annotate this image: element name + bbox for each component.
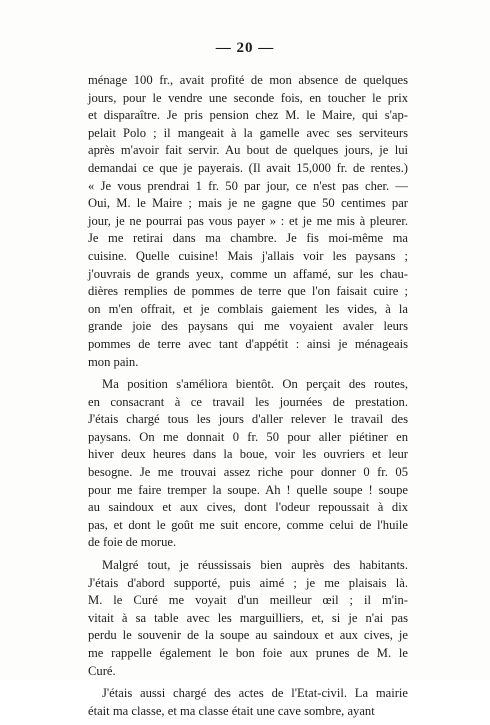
text-line: pour me faire tremper la soupe. Ah ! quelle soupe ! soupe [88,482,408,497]
text-line: J'étais d'abord supporté, puis aimé ; je me plaisais là. [88,575,408,590]
text-line: dières remplies de pommes de terre que l'on faisait cuire ; [88,284,408,299]
text-line: grande joie des paysans qui me voyaient avaler leurs [88,319,408,334]
text-line: Je me retirai dans ma chambre. Je fis moi-même ma [88,231,408,246]
paragraph [88,72,408,371]
text-line: on m'en offrait, et je comblais gaiement les vides, à la [88,301,408,316]
body-text [88,72,408,725]
paragraph [88,685,408,720]
text-line: jours, pour le vendre une seconde fois, en toucher le prix [88,90,408,105]
text-line: cuisine. Quelle cuisine! Mais j'allais voir les paysans ; [88,248,408,263]
text-line: « Je vous prendrai 1 fr. 50 par jour, ce n'est pas cher. — [88,178,408,193]
paragraph [88,376,408,552]
text-line: était ma classe, et ma classe était une cave sombre, ayant [88,703,375,718]
page-number: — 20 — [215,40,275,56]
text-line: vitait à sa table avec les marguilliers, et, si je n'ai pas [88,610,408,625]
text-line: jour, je ne pourrai pas vous payer » : et je me mis à pleurer. [88,213,408,228]
text-line: Curé. [88,663,116,678]
text-line: pas, et dont le goût me suit encore, comme celui de l'huile [88,517,408,532]
text-line: M. le Curé me voyait d'un meilleur œil ; il m'in- [88,593,408,608]
text-line: mon pain. [88,354,139,369]
text-line: Oui, M. le Maire ; mais je ne gagne que 50 centimes par [88,196,408,211]
text-line: après m'avoir fait servir. Au bout de quelques jours, je lui [88,143,408,158]
text-line: besogne. Je me trouvai assez riche pour donner 0 fr. 05 [88,465,408,480]
text-line: pelait Polo ; il mangeait à la gamelle avec ses serviteurs [88,125,408,140]
text-line: et disparaître. Je pris pension chez M. le Maire, qui s'ap- [88,108,408,123]
text-line: J'étais chargé tous les jours d'aller relever le travail des [88,412,408,427]
text-line: pommes de terre avec tant d'appétit : ainsi je ménageais [88,336,408,351]
text-line: au saindoux et aux cives, dont l'odeur repoussait à dix [88,500,408,515]
text-line: J'étais aussi chargé des actes de l'Etat-civil. La mairie [102,686,408,701]
text-line: hiver deux heures dans la boue, voir les ouvriers et leur [88,447,408,462]
text-line: perdu le souvenir de la soupe au saindoux et aux cives, je [88,628,408,643]
text-line: en consacrant à ce travail les journées de prestation. [88,394,408,409]
text-line: de foie de morue. [88,535,177,550]
text-line: ménage 100 fr., avait profité de mon absence de quelques [88,73,408,87]
text-line: paysans. On me donnait 0 fr. 50 pour aller piétiner en [88,429,408,444]
text-line: Malgré tout, je réussissais bien auprès des habitants. [102,558,408,573]
text-line: Ma position s'améliora bientôt. On perçait des routes, [102,377,408,392]
paragraph [88,557,408,680]
text-line: me rappelle également le bon foie aux prunes de M. le [88,646,408,660]
text-line: demandai ce que je payerais. (Il avait 15,000 fr. de rentes.) [88,160,408,175]
text-line: j'ouvrais de grands yeux, comme un affamé, sur les chau- [88,266,408,281]
